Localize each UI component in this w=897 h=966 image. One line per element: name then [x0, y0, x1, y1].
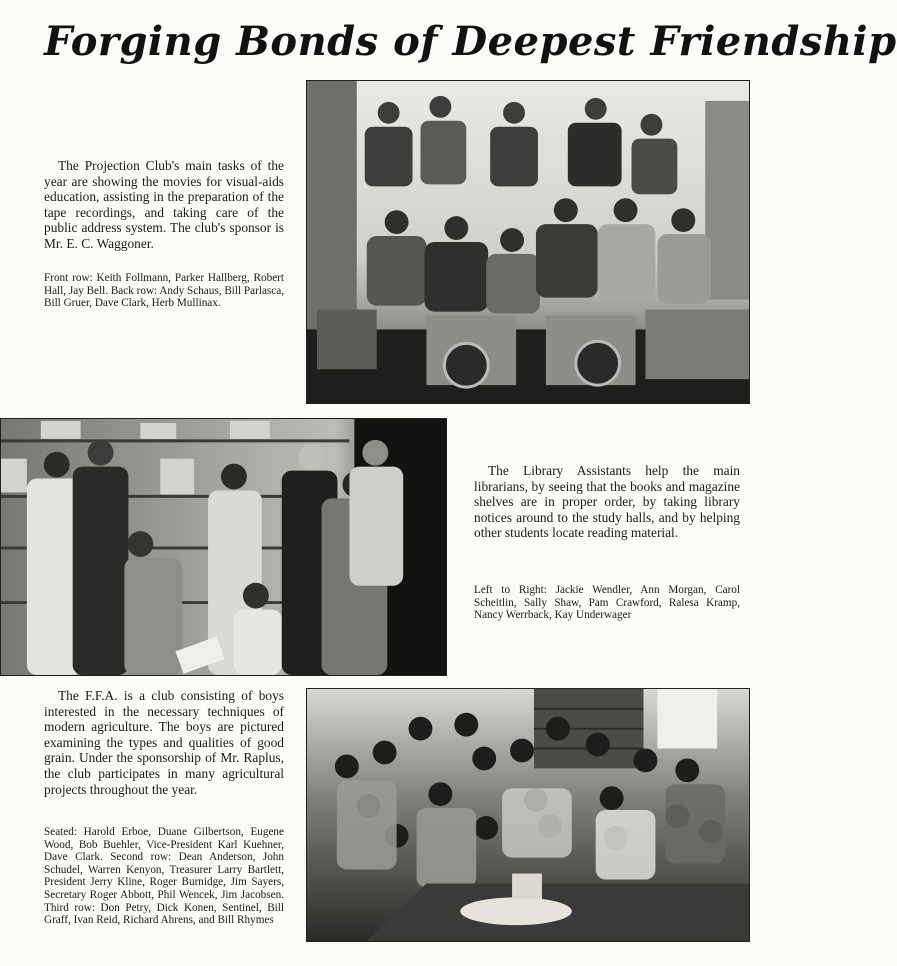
library-assistants-photo — [0, 418, 447, 676]
ffa-caption: Seated: Harold Erboe, Duane Gilbertson, Eugene Wood, Bob Buehler, Vice-President Karl Kuehner, Dave Clark. Second row: Dean Anderson, John Schudel, Warren Kenyon, Treasurer Larry Bartlett, President Jerry Kline, Roger Burnidge, Jim Sayers, Secretary Roger Abbott, Phil Wencek, Jim Jacobsen. Third row: Don Petry, Dick Konen, Sentinel, Bill Graff, Ivan Reid, Richard Ahrens, and Bill Rhymes — [44, 826, 284, 927]
page-title: Forging Bonds of Deepest Friendship — [44, 18, 897, 65]
projection-club-caption: Front row: Keith Follmann, Parker Hallberg, Robert Hall, Jay Bell. Back row: Andy Schaus, Bill Parlasca, Bill Gruer, Dave Clark, Herb Mullinax. — [44, 272, 284, 310]
projection-club-photo — [306, 80, 750, 404]
projection-club-description: The Projection Club's main tasks of the year are showing the movies for visual-aids education, assisting in the preparation of the tape recordings, and taking care of the public address system. The club's sponsor is Mr. E. C. Waggoner. — [44, 158, 284, 251]
library-assistants-caption: Left to Right: Jackie Wendler, Ann Morgan, Carol Scheitlin, Sally Shaw, Pam Crawford, Ralesa Kramp, Nancy Werrback, Kay Underwager — [474, 584, 740, 622]
ffa-photo — [306, 688, 750, 942]
library-assistants-description: The Library Assistants help the main librarians, by seeing that the books and magazine shelves are in proper order, by taking library notices around to the study halls, and by helping other students locate reading material. — [474, 463, 740, 541]
ffa-description: The F.F.A. is a club consisting of boys interested in the necessary techniques of modern agriculture. The boys are pictured examining the types and qualities of good grain. Under the sponsorship of Mr. Raplus, the club participates in many agricultural projects throughout the year. — [44, 688, 284, 797]
